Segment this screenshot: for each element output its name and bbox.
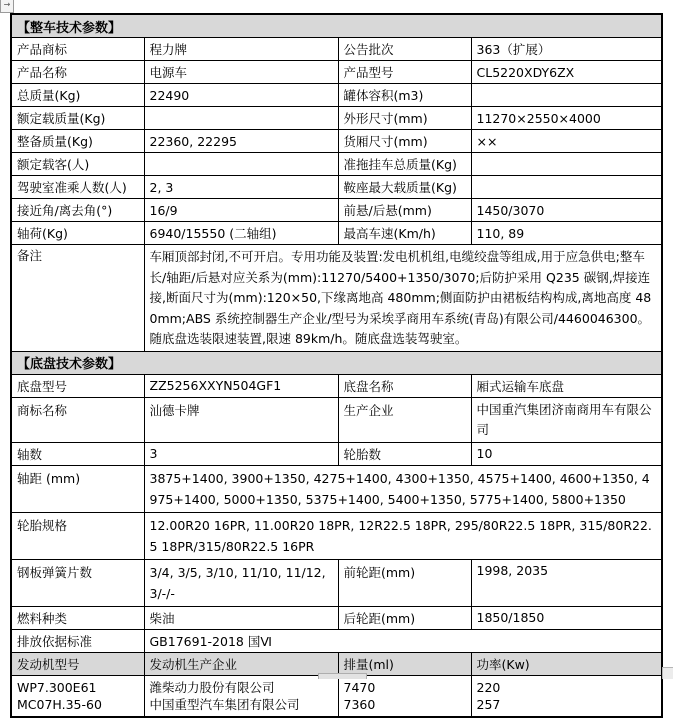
engine-displacement: 7360 [343, 696, 376, 712]
table-row [11, 153, 662, 176]
table-row [11, 374, 662, 397]
label-rated-passengers: 额定载客(人) [11, 153, 144, 176]
value-manufacturer: 中国重汽集团济南商用车有限公司 [471, 397, 662, 442]
value-rated-passengers [144, 153, 338, 176]
label-trailer-total-mass: 准拖挂车总质量(Kg) [338, 153, 471, 176]
label-fuel-type: 燃料种类 [11, 606, 144, 629]
label-saddle-max-load: 鞍座最大载质量(Kg) [338, 176, 471, 199]
label-approach-departure-angle: 接近角/离去角(°) [11, 199, 144, 222]
value-cargo-box-dimensions: ×× [471, 130, 662, 153]
label-chassis-name: 底盘名称 [338, 374, 471, 397]
label-total-mass: 总质量(Kg) [11, 84, 144, 107]
engine-header-row [11, 652, 662, 675]
table-row [11, 606, 662, 629]
emission-row [11, 629, 662, 652]
value-tank-volume [471, 84, 662, 107]
label-product-name: 产品名称 [11, 61, 144, 84]
value-approach-departure-angle: 16/9 [144, 199, 338, 222]
value-max-speed: 110, 89 [471, 222, 662, 245]
engine-power: 220 [476, 679, 501, 695]
engine-manufacturer: 潍柴动力股份有限公司 [149, 679, 275, 695]
table-row [11, 559, 662, 606]
value-curb-mass: 22360, 22295 [144, 130, 338, 153]
value-rated-load-mass [144, 107, 338, 130]
header-displacement: 排量(ml) [338, 652, 471, 675]
horizontal-scrollbar-thumb[interactable] [318, 673, 367, 679]
table-row [11, 130, 662, 153]
value-emission-standard: GB17691-2018 国Ⅵ [144, 629, 662, 652]
label-remark: 备注 [11, 245, 144, 352]
label-rear-track: 后轮距(mm) [338, 606, 471, 629]
table-row [11, 38, 662, 61]
label-trademark-name: 商标名称 [11, 397, 144, 442]
engine-power-cell [471, 675, 662, 717]
value-front-rear-overhang: 1450/3070 [471, 199, 662, 222]
label-emission-standard: 排放依据标准 [11, 629, 144, 652]
label-product-trademark: 产品商标 [11, 38, 144, 61]
table-row [11, 61, 662, 84]
label-tire-spec: 轮胎规格 [11, 512, 144, 559]
vehicle-section-title: 【整车技术参数】 [11, 14, 662, 38]
label-front-rear-overhang: 前悬/后悬(mm) [338, 199, 471, 222]
label-product-model: 产品型号 [338, 61, 471, 84]
engine-displacement: 7470 [343, 679, 376, 695]
header-engine-model: 发动机型号 [11, 652, 144, 675]
engine-model: MC07H.35-60 [17, 696, 102, 712]
value-front-track: 1998, 2035 [471, 559, 662, 606]
value-cab-passengers: 2, 3 [144, 176, 338, 199]
table-move-handle-icon[interactable]: → [0, 0, 14, 13]
value-product-model: CL5220XDY6ZX [471, 61, 662, 84]
engine-model: WP7.300E61 [17, 679, 97, 695]
label-wheelbase: 轴距 (mm) [11, 465, 144, 512]
label-cargo-box-dimensions: 货厢尺寸(mm) [338, 130, 471, 153]
engine-manufacturer: 中国重型汽车集团有限公司 [149, 696, 300, 712]
vehicle-section-header [11, 14, 662, 38]
label-axle-load: 轴荷(Kg) [11, 222, 144, 245]
wheelbase-row [11, 465, 662, 512]
tire-spec-row [11, 512, 662, 559]
table-row [11, 199, 662, 222]
header-engine-manufacturer: 发动机生产企业 [144, 652, 338, 675]
value-overall-dimensions: 11270×2550×4000 [471, 107, 662, 130]
value-announcement-batch: 363（扩展） [471, 38, 662, 61]
label-tank-volume: 罐体容积(m3) [338, 84, 471, 107]
label-curb-mass: 整备质量(Kg) [11, 130, 144, 153]
label-chassis-model: 底盘型号 [11, 374, 144, 397]
label-axle-count: 轴数 [11, 442, 144, 465]
value-total-mass: 22490 [144, 84, 338, 107]
vehicle-spec-table [10, 13, 663, 718]
value-trademark-name: 汕德卡牌 [144, 397, 338, 442]
label-max-speed: 最高车速(Km/h) [338, 222, 471, 245]
value-fuel-type: 柴油 [144, 606, 338, 629]
value-tire-count: 10 [471, 442, 662, 465]
value-saddle-max-load [471, 176, 662, 199]
label-leaf-spring-count: 钢板弹簧片数 [11, 559, 144, 606]
chassis-section-title: 【底盘技术参数】 [11, 351, 662, 374]
table-row [11, 222, 662, 245]
value-chassis-name: 厢式运输车底盘 [471, 374, 662, 397]
table-row [11, 107, 662, 130]
engine-manufacturer-cell [144, 675, 338, 717]
label-cab-passengers: 驾驶室准乘人数(人) [11, 176, 144, 199]
label-announcement-batch: 公告批次 [338, 38, 471, 61]
value-product-trademark: 程力牌 [144, 38, 338, 61]
chassis-section-header [11, 351, 662, 374]
label-rated-load-mass: 额定载质量(Kg) [11, 107, 144, 130]
table-row [11, 176, 662, 199]
label-front-track: 前轮距(mm) [338, 559, 471, 606]
table-row [11, 397, 662, 442]
label-tire-count: 轮胎数 [338, 442, 471, 465]
value-wheelbase: 3875+1400, 3900+1350, 4275+1400, 4300+1350, 4575+1400, 4600+1350, 4975+1400, 5000+1350, 5375+1400, 5400+1350, 5775+1400, 5800+1350 [144, 465, 662, 512]
remark-row [11, 245, 662, 352]
value-remark [144, 245, 662, 352]
table-row [11, 84, 662, 107]
engine-displacement-cell [338, 675, 471, 717]
table-row [11, 442, 662, 465]
label-overall-dimensions: 外形尺寸(mm) [338, 107, 471, 130]
engine-power: 257 [476, 696, 501, 712]
remark-text: 车厢顶部封闭,不可开启。专用功能及装置:发电机机组,电缆绞盘等组成,用于应急供电;整车长/轴距/后悬对应关系为(mm):11270/5400+1350/3070;后防护采用 Q235 碳钢,焊接连接,断面尺寸为(mm):120×50,下缘离地高 480mm;侧面防护由裙板结构构成,离地高度 480mm;ABS 系统控制器生产企业/型号为采埃孚商用车系统(青岛)有限公司/4460046300。随底盘选装限速装置,限速 89km/h。随底盘选装驾驶室。 [149, 249, 652, 346]
value-axle-count: 3 [144, 442, 338, 465]
value-chassis-model: ZZ5256XXYN504GF1 [144, 374, 338, 397]
value-leaf-spring-count: 3/4, 3/5, 3/10, 11/10, 11/12, 3/-/- [144, 559, 338, 606]
label-manufacturer: 生产企业 [338, 397, 471, 442]
value-rear-track: 1850/1850 [471, 606, 662, 629]
engine-data-block [11, 675, 662, 717]
value-tire-spec: 12.00R20 16PR, 11.00R20 18PR, 12R22.5 18PR, 295/80R22.5 18PR, 315/80R22.5 18PR/315/80R22.5 16PR [144, 512, 662, 559]
header-power: 功率(Kw) [471, 652, 662, 675]
value-axle-load: 6940/15550 (二轴组) [144, 222, 338, 245]
engine-model-cell [11, 675, 144, 717]
value-product-name: 电源车 [144, 61, 338, 84]
scrollbar-corner [662, 667, 673, 679]
value-trailer-total-mass [471, 153, 662, 176]
